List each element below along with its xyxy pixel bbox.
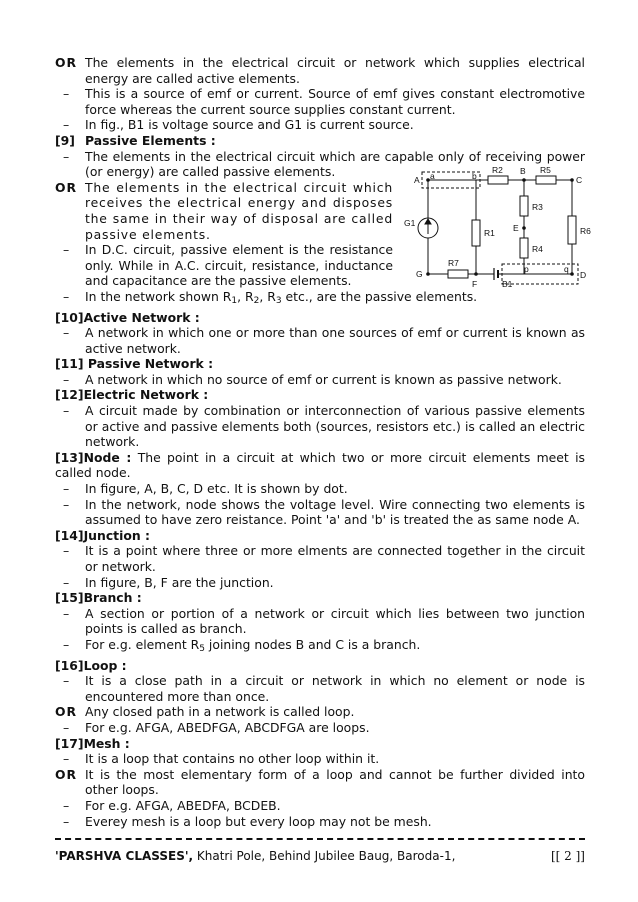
bullet-item <box>55 481 585 497</box>
bullet-dash: – <box>63 673 70 689</box>
paragraph <box>55 55 585 86</box>
section-heading <box>55 133 585 149</box>
section-title: Passive Elements : <box>85 132 216 148</box>
bullet-text: In fig., B1 is voltage source and G1 is current source. <box>85 117 414 133</box>
node-label-b-upper: B <box>520 166 526 176</box>
footer-brand: 'PARSHVA CLASSES', <box>55 849 194 863</box>
bullet-item <box>55 575 585 591</box>
bullet-text: A network in which one or more than one sources of emf or current is known as active network. <box>85 325 585 356</box>
bullet-dash: – <box>63 496 70 512</box>
resistor-r4 <box>520 238 528 258</box>
bullet-item <box>55 637 585 658</box>
section-title: [15]Branch : <box>55 590 142 606</box>
bullet-text: It is a loop that contains no other loop within it. <box>85 751 380 767</box>
paragraph-text: It is the most elementary form of a loop and cannot be further divided into other loops. <box>85 766 585 798</box>
battery-label-b1: B1 <box>502 279 513 289</box>
subscript: 3 <box>275 295 282 306</box>
section-heading <box>55 310 585 326</box>
arrow-head-icon <box>425 219 431 224</box>
bullet-dash: – <box>63 574 70 590</box>
bullet-item <box>55 242 393 289</box>
bullet-dash: – <box>63 797 70 813</box>
bullet-text: Everey mesh is a loop but every loop may not be mesh. <box>85 813 432 829</box>
bullet-item <box>55 372 585 388</box>
node-label-b-lower: b <box>472 171 477 181</box>
bullet-text: A circuit made by combination or interconnection of various passive elements or active and passive elements both (sources, resistors etc.) is called an electric network. <box>85 403 585 450</box>
bullet-item <box>55 720 585 736</box>
bullet-text: For e.g. AFGA, ABEDFGA, ABCDFGA are loops. <box>85 719 370 735</box>
bullet-dash: – <box>63 751 70 767</box>
page-number: [[ 2 ]] <box>551 849 585 863</box>
bullet-text: In figure, B, F are the junction. <box>85 574 274 590</box>
resistor-r2 <box>488 176 508 184</box>
footer-address: Khatri Pole, Behind Jubilee Baug, Baroda-1, <box>193 849 456 863</box>
bullet-dash: – <box>63 325 70 341</box>
section-text: The point in a circuit at which two or more circuit elements meet is called node. <box>55 449 585 481</box>
node-label-d: D <box>580 270 587 280</box>
section-title: [17]Mesh : <box>55 735 130 751</box>
section-heading <box>55 590 585 606</box>
resistor-r5 <box>536 176 556 184</box>
bullet-dash: – <box>63 813 70 829</box>
paragraph <box>55 704 585 720</box>
node-label-q: q <box>564 264 569 274</box>
or-label: OR <box>55 766 78 782</box>
bullet-item <box>55 798 585 814</box>
bullet-text: In figure, A, B, C, D etc. It is shown by dot. <box>85 481 348 497</box>
resistor-r1 <box>472 220 480 246</box>
bullet-text: It is a point where three or more elments are connected together in the circuit or network. <box>85 543 585 574</box>
resistor-label-r3: R3 <box>532 202 543 212</box>
node-dot <box>522 226 526 230</box>
bullet-item <box>55 289 585 310</box>
bullet-item <box>55 86 585 117</box>
bullet-text: In the network, node shows the voltage level. Wire connecting two elements is assumed to have zero reistance. Point 'a' and 'b' is treated the as same node A. <box>85 496 585 528</box>
text-part: For e.g. element R <box>85 636 200 652</box>
bullet-item <box>55 403 585 450</box>
section-number: [9] <box>55 132 75 148</box>
resistor-label-r1: R1 <box>484 228 495 238</box>
section-heading <box>55 387 585 403</box>
node-dot <box>474 272 478 276</box>
subscript: 2 <box>253 295 260 306</box>
text-part: In the network shown R <box>85 288 232 304</box>
resistor-r3 <box>520 196 528 216</box>
bullet-dash: – <box>63 605 70 621</box>
footer-separator <box>55 838 585 840</box>
node-dot <box>522 178 526 182</box>
text-part: joining nodes B and C is a branch. <box>204 636 421 652</box>
bullet-item <box>55 497 585 528</box>
paragraph <box>55 767 585 798</box>
section-heading <box>55 356 585 372</box>
or-label: OR <box>55 179 78 195</box>
bullet-text <box>85 289 477 304</box>
bullet-dash: – <box>63 148 70 164</box>
bullet-dash: – <box>63 543 70 559</box>
or-label: OR <box>55 704 78 720</box>
node-label-a-lower: a <box>430 171 435 181</box>
subscript: 5 <box>199 643 205 654</box>
bullet-item <box>55 325 585 356</box>
source-label-g1: G1 <box>404 218 416 228</box>
or-label: OR <box>55 55 78 70</box>
section-title: [13]Node : <box>55 449 132 465</box>
resistor-label-r4: R4 <box>532 244 543 254</box>
paragraph-text: Any closed path in a network is called loop. <box>85 704 355 720</box>
node-label-e: E <box>513 223 519 233</box>
bullet-item <box>55 117 585 133</box>
node-dot <box>570 272 574 276</box>
bullet-text: In D.C. circuit, passive element is the resistance only. While in A.C. circuit, resistance, inductance and capacitance are the passive elements. <box>85 242 393 289</box>
bullet-text <box>85 637 420 652</box>
node-label-p: p <box>524 264 529 274</box>
resistor-r7 <box>448 270 468 278</box>
node-dot <box>426 272 430 276</box>
resistor-label-r6: R6 <box>580 226 591 236</box>
circuit-diagram <box>400 166 592 291</box>
node-dot <box>570 178 574 182</box>
section-heading <box>55 736 585 752</box>
section-title: [12]Electric Network : <box>55 387 209 403</box>
resistor-label-r2: R2 <box>492 166 503 175</box>
subscript: 1 <box>231 295 238 306</box>
bullet-text: The elements in the electrical circuit which are capable only of receiving power (or energy) are called passive elements. <box>85 148 585 180</box>
bullet-item <box>55 751 585 767</box>
text-part: , R <box>237 288 254 304</box>
node-label-a-upper: A <box>414 175 420 185</box>
text-part: , R <box>259 288 276 304</box>
bullet-item <box>55 814 585 830</box>
section-title: [10]Active Network : <box>55 309 200 325</box>
bullet-item <box>55 543 585 574</box>
bullet-dash: – <box>63 636 70 652</box>
paragraph <box>55 180 393 242</box>
section-heading <box>55 450 585 481</box>
bullet-dash: – <box>63 719 70 735</box>
bullet-item <box>55 673 585 704</box>
bullet-dash: – <box>63 86 70 102</box>
node-label-c: C <box>576 175 583 185</box>
section-title: [16]Loop : <box>55 657 127 673</box>
bullet-dash: – <box>63 481 70 497</box>
page-footer <box>55 849 585 865</box>
bullet-dash: – <box>63 371 70 387</box>
node-label-f: F <box>472 279 478 289</box>
resistor-label-r5: R5 <box>540 166 551 175</box>
bullet-text: A section or portion of a network or circuit which lies between two junction points is called as branch. <box>85 605 585 637</box>
bullet-dash: – <box>63 242 70 258</box>
resistor-label-r7: R7 <box>448 258 459 268</box>
section-title: [11] Passive Network : <box>55 356 214 372</box>
resistor-r6 <box>568 216 576 244</box>
paragraph-text: The elements in the electrical circuit or network which supplies electrical energy are called active elements. <box>85 55 585 86</box>
bullet-text: A network in which no source of emf or current is known as passive network. <box>85 371 562 387</box>
bullet-dash: – <box>63 117 70 133</box>
bullet-dash: – <box>63 403 70 419</box>
bullet-text: This is a source of emf or current. Source of emf gives constant electromotive force whereas the current source supplies constant current. <box>85 86 585 117</box>
section-heading <box>55 658 585 674</box>
bullet-dash: – <box>63 288 70 304</box>
section-heading <box>55 528 585 544</box>
paragraph-text: The elements in the electrical circuit which receives the electrical energy and disposes the same in their way of disposal are called passive elements. <box>85 179 393 242</box>
section-title: [14]Junction : <box>55 527 150 543</box>
node-label-g: G <box>416 269 423 279</box>
bullet-text: It is a close path in a circuit or network in which no element or node is encountered more than once. <box>85 673 585 704</box>
bullet-item <box>55 606 585 637</box>
bullet-text: For e.g. AFGA, ABEDFA, BCDEB. <box>85 797 281 813</box>
text-part: etc., are the passive elements. <box>281 288 478 304</box>
